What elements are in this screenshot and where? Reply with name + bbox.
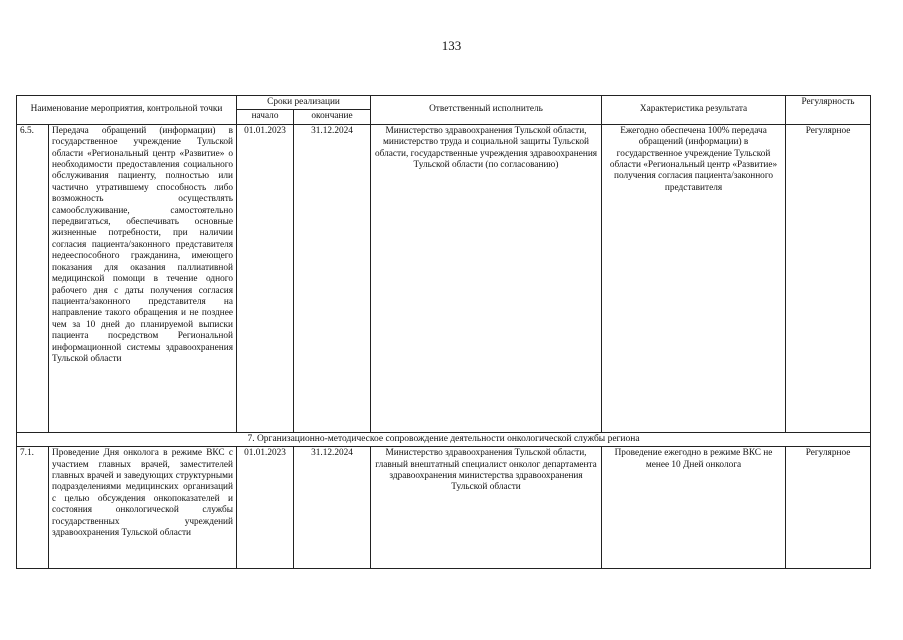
row-result: Проведение ежегодно в режиме ВКС не менее 10 Дней онколога xyxy=(602,447,786,569)
row-name: Проведение Дня онколога в режиме ВКС с участием главных врачей, заместителей главных врачей и заведующих структурными подразделениями медицинских организаций с целью обсуждения онкопоказателей и состояния онкологической службы государственных учреждений здравоохранения Тульской области xyxy=(49,447,237,569)
table-row-7-1 xyxy=(17,447,871,569)
section-title: 7. Организационно-методическое сопровождение деятельности онкологической службы региона xyxy=(17,432,871,446)
header-row-1 xyxy=(17,96,871,110)
row-name: Передача обращений (информации) в государственное учреждение Тульской области «Региональный центр «Развитие» о необходимости предоставления социального обслуживания пациенту, полностью или частично утратившему способность либо возможность осуществлять самообслуживание, самостоятельно передвигаться, обеспечивать основные жизненные потребности, при наличии согласия пациента/законного представителя недееспособного гражданина, имеющего показания для оказания паллиативной медицинской помощи в течение одного рабочего дня с даты получения согласия пациента/законного представителя на направление такого обращения и не позднее чем за 10 дней до планируемой выписки пациента посредством Региональной информационной системы здравоохранения Тульской области xyxy=(49,124,237,432)
header-result: Характеристика результата xyxy=(602,96,786,125)
row-start: 01.01.2023 xyxy=(237,124,294,432)
row-number: 7.1. xyxy=(17,447,49,569)
header-start: начало xyxy=(237,110,294,124)
header-terms: Сроки реализации xyxy=(237,96,371,110)
table-row-6-5 xyxy=(17,124,871,432)
row-end: 31.12.2024 xyxy=(294,447,371,569)
row-regularity: Регулярное xyxy=(786,124,871,432)
header-executor: Ответственный исполнитель xyxy=(371,96,602,125)
header-name: Наименование мероприятия, контрольной точки xyxy=(17,96,237,125)
plan-table xyxy=(16,95,871,569)
section-row-7 xyxy=(17,432,871,446)
header-regularity: Регулярность xyxy=(786,96,871,125)
row-end: 31.12.2024 xyxy=(294,124,371,432)
header-end: окончание xyxy=(294,110,371,124)
row-start: 01.01.2023 xyxy=(237,447,294,569)
row-regularity: Регулярное xyxy=(786,447,871,569)
row-executor: Министерство здравоохранения Тульской области, главный внештатный специалист онколог департамента здравоохранения министерства здравоохранения Тульской области xyxy=(371,447,602,569)
row-result: Ежегодно обеспечена 100% передача обращений (информации) в государственное учреждение Тульской области «Региональный центр «Развитие» получения согласия пациента/законного представителя xyxy=(602,124,786,432)
page-number: 133 xyxy=(441,38,462,53)
row-number: 6.5. xyxy=(17,124,49,432)
row-executor: Министерство здравоохранения Тульской области, министерство труда и социальной защиты Тульской области, государственные учреждения здравоохранения Тульской области (по согласованию) xyxy=(371,124,602,432)
